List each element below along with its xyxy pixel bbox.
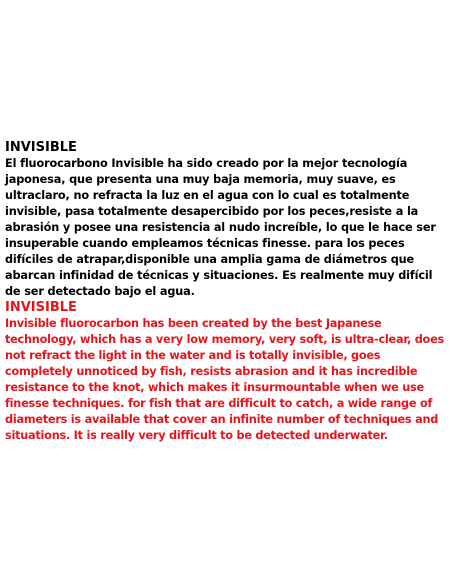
spanish-body: El fluorocarbono Invisible ha sido creado por la mejor tecnología japonesa, que presenta una muy baja memoria, muy suave, es ultraclaro, no refracta la luz en el agua con lo cual es totalmente invisible, pasa totalmente desapercibido por los peces,resiste a la abrasión y posee una resistencia al nudo increíble, lo que le hace ser insuperable cuando empleamos técnicas finesse. para los peces difíciles de atrapar,disponible una amplia gama de diámetros que abarcan infinidad de técnicas y situaciones. Es realmente muy difícil de ser detectado bajo el agua.	[5, 157, 436, 298]
product-description	[5, 140, 445, 444]
spanish-section	[5, 140, 445, 300]
english-section	[5, 300, 445, 444]
english-body: Invisible fluorocarbon has been created by the best Japanese technology, which has a very low memory, very soft, is ultra-clear, does not refract the light in the water and is totally invisible, goes completely unnoticed by fish, resists abrasion and it has incredible resistance to the knot, which makes it insurmountable when we use finesse techniques. for fish that are difficult to catch, a wide range of diameters is available that cover an infinite number of techniques and situations. It is really very difficult to be detected underwater.	[5, 317, 444, 442]
english-title: INVISIBLE	[5, 300, 77, 315]
spanish-title: INVISIBLE	[5, 140, 77, 155]
